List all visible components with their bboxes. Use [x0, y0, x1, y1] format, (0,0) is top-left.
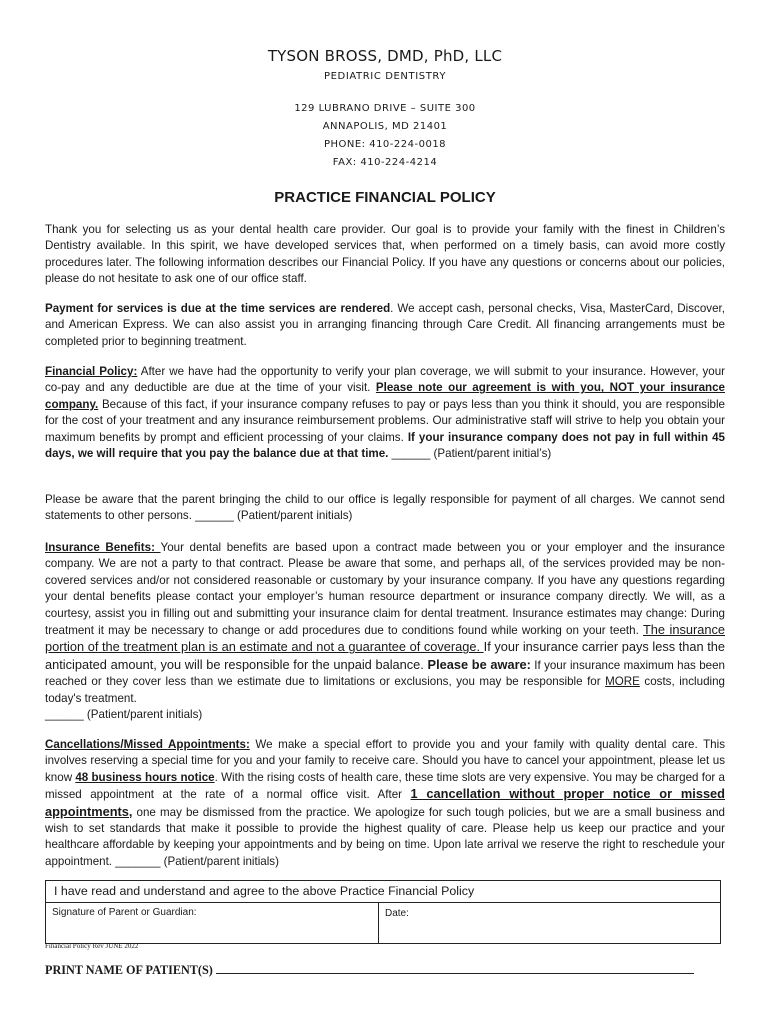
print-name-row: [45, 962, 694, 978]
insurance-text-4: costs, including today's treatment.: [45, 675, 725, 705]
revision-note: Financial Policy Rev JUNE 2022: [45, 942, 139, 950]
insurance-text-2: If your insurance carrier pays less than the anticipated amount, you will be responsible for the unpaid balance.: [45, 639, 725, 672]
print-name-label: PRINT NAME OF PATIENT(S): [45, 963, 213, 977]
cancellations-text-1: We make a special effort to provide you and your family with quality dental care. This involves reserving a special time for you and your family to receive care. Should you have to cancel your appointment, please let us know: [45, 738, 725, 784]
signature-field[interactable]: [46, 903, 379, 943]
acknowledgement-statement: I have read and understand and agree to the above Practice Financial Policy: [46, 881, 720, 903]
more-costs: MORE: [605, 675, 640, 689]
date-field[interactable]: [379, 903, 720, 943]
insurance-initials: ______ (Patient/parent initials): [45, 708, 203, 722]
cancellations-text-2: . With the rising costs of health care, these time slots are very expensive. You may be charged for a missed appointment at the rate of a normal office visit. After: [45, 770, 725, 802]
responsibility-text: Please be aware that the parent bringing the child to our office is legally responsible for payment of all charges. We cannot send statements to other persons. ______ (Patient/parent initials): [45, 493, 725, 523]
financial-policy-text-2: Because of this fact, if your insurance company refuses to pay or pays less than you think it should, you are responsible for the cost of your treatment and any insurance reimbursement problems. Our administrative staff will strive to help you obtain your maximum benefits by prompt and efficient processing of your claims.: [45, 397, 725, 444]
estimate-disclaimer: The insurance portion of the treatment plan is an estimate and not a guarantee of coverage.: [45, 622, 726, 655]
print-name-field[interactable]: [216, 962, 694, 974]
financial-policy-text-1: After we have had the opportunity to verify your plan coverage, we will submit to your insurance. However, your co-pay and any deductible are due at the time of your visit.: [45, 365, 725, 395]
notice-period: 48 business hours notice: [75, 770, 215, 784]
financial-policy-initials: ______ (Patient/parent initial’s): [388, 447, 552, 461]
payment-lead: Payment for services is due at the time services are rendered: [45, 302, 391, 315]
cancellation-limit: 1 cancellation without proper notice or missed appointments,: [45, 786, 725, 819]
practice-type: PEDIATRIC DENTISTRY: [323, 71, 447, 82]
intro-text: Thank you for selecting us as your dental health care provider. Our goal is to provide your family with the finest in Children’s Dentistry available. In this spirit, we have developed services that, when performed on a timely basis, can avoid more costly procedures later. The following information describes our Financial Policy. If you have any questions or concerns about our policies, please do not hesitate to ask one of our office staff.: [45, 223, 725, 286]
address-line-2: ANNAPOLIS, MD 21401: [322, 121, 448, 132]
insurance-heading: Insurance Benefits:: [45, 541, 161, 554]
date-label: Date:: [385, 908, 409, 919]
address-line-1: 129 LUBRANO DRIVE – SUITE 300: [294, 103, 476, 114]
payment-deadline-notice: If your insurance company does not pay in full within 45 days, we will require that you pay the balance due at that time.: [45, 430, 725, 461]
please-be-aware: Please be aware:: [427, 656, 531, 672]
cancellations-heading: Cancellations/Missed Appointments:: [45, 738, 250, 751]
financial-policy-paragraph: [45, 364, 725, 462]
document-title: PRACTICE FINANCIAL POLICY: [274, 189, 496, 206]
letterhead: [0, 46, 770, 172]
financial-policy-heading: Financial Policy:: [45, 365, 138, 378]
acknowledgement-box: [45, 880, 721, 944]
intro-paragraph: [45, 222, 725, 288]
insurance-text-3: If your insurance maximum has been reached or they cover less than we estimate due to limitations or exclusions, you may be responsible for: [45, 658, 725, 689]
signature-label: Signature of Parent or Guardian:: [52, 907, 197, 918]
fax-number: FAX: 410-224-4214: [332, 157, 438, 168]
agreement-emphasis: Please note our agreement is with you, NOT your insurance company.: [45, 381, 725, 411]
insurance-paragraph: [45, 540, 725, 723]
payment-paragraph: [45, 301, 725, 350]
insurance-text-1: Your dental benefits are based upon a contract made between you or your employer and the insurance company. We are not a party to that contract. Please be aware that some, and perhaps all, of the services provided may be non-covered services and/or not considered reasonable or customary by your insurance company. If you have any questions regarding your dental benefits please contact your employer’s human resource department or insurance company directly. We will, as a courtesy, assist you in filling out and submitting your insurance claim for dental treatment. Insurance estimates may change: During treatment it may be necessary to change or add procedures due to conditions found while working on your teeth.: [45, 541, 725, 638]
responsibility-paragraph: [45, 492, 725, 525]
payment-text: . We accept cash, personal checks, Visa, MasterCard, Discover, and American Express. We can also assist you in arranging financing through Care Credit. All financing arrangements must be completed prior to beginning treatment.: [45, 302, 725, 348]
phone-number: PHONE: 410-224-0018: [323, 139, 447, 150]
cancellations-paragraph: [45, 737, 725, 870]
practice-name: TYSON BROSS, DMD, PhD, LLC: [267, 47, 503, 65]
cancellations-text-3: one may be dismissed from the practice. We apologize for such tough policies, but we are a small business and wish to set standards that make it possible to provide the highest quality of care. Please help us keep our practice and your healthcare affordable by keeping your appointments and by being on time. Upon late arrival we reserve the right to reschedule your appointment. _______ (Patient/parent initials): [45, 805, 725, 868]
